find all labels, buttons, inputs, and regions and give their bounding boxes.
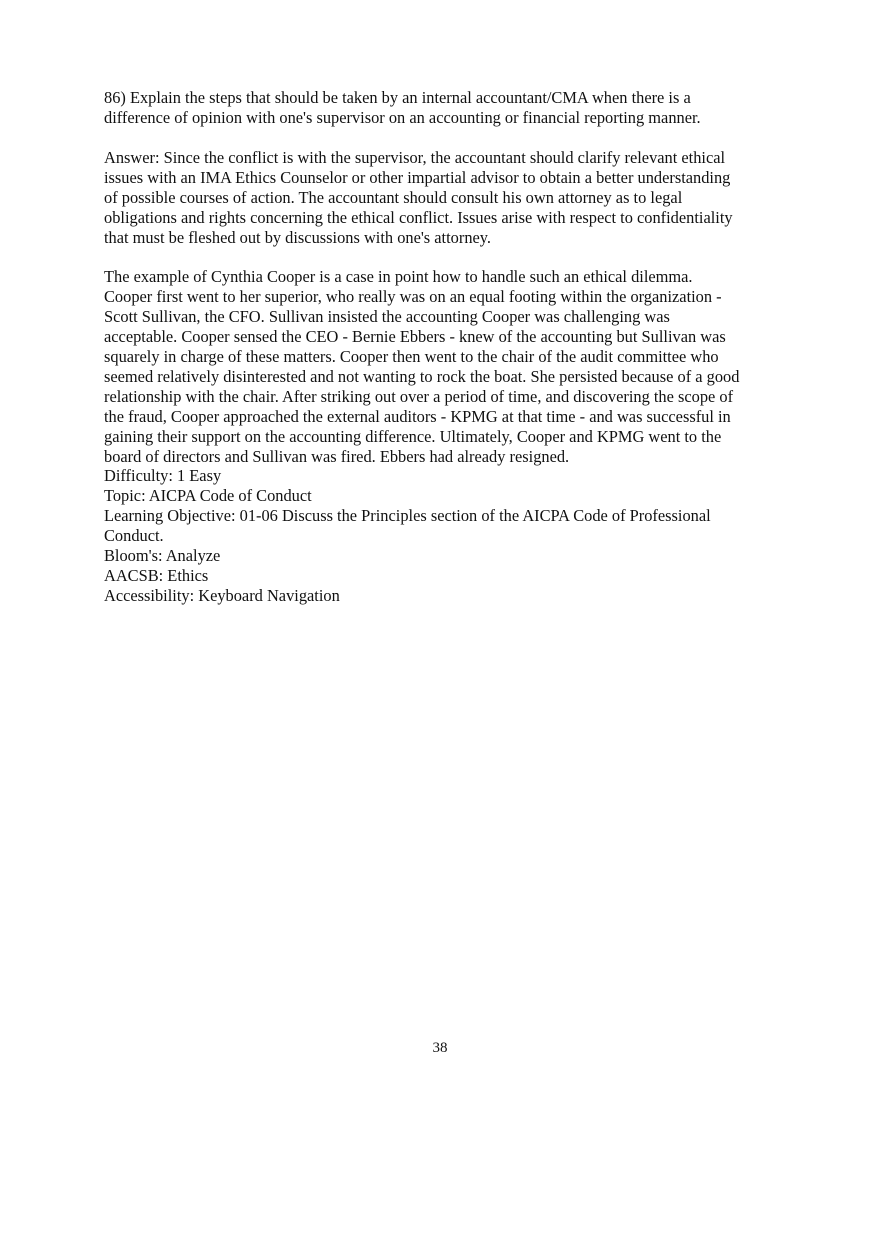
example-paragraph <box>104 267 804 467</box>
learning-objective: Learning Objective: 01-06 Discuss the Principles section of the AICPA Code of Professional <box>104 506 711 525</box>
example-line: relationship with the chair. After striking out over a period of time, and discovering the scope of <box>104 387 734 406</box>
answer-line: Answer: Since the conflict is with the supervisor, the accountant should clarify relevant ethical <box>104 148 726 167</box>
answer-line: of possible courses of action. The accountant should consult his own attorney as to legal <box>104 188 683 207</box>
accessibility: Accessibility: Keyboard Navigation <box>104 586 340 605</box>
question-metadata <box>104 466 804 606</box>
blooms: Bloom's: Analyze <box>104 546 221 565</box>
difficulty: Difficulty: 1 Easy <box>104 466 222 485</box>
example-line: Cooper first went to her superior, who really was on an equal footing within the organization - <box>104 287 722 306</box>
aacsb: AACSB: Ethics <box>104 566 209 585</box>
question-text <box>104 88 804 128</box>
answer-text <box>104 148 804 248</box>
answer-line: that must be fleshed out by discussions with one's attorney. <box>104 228 492 247</box>
example-line: board of directors and Sullivan was fired. Ebbers had already resigned. <box>104 447 570 466</box>
question-line: 86) Explain the steps that should be taken by an internal accountant/CMA when there is a <box>104 88 691 107</box>
example-line: squarely in charge of these matters. Cooper then went to the chair of the audit committee who <box>104 347 719 366</box>
example-line: acceptable. Cooper sensed the CEO - Bernie Ebbers - knew of the accounting but Sullivan was <box>104 327 726 346</box>
learning-objective-continued: Conduct. <box>104 526 164 545</box>
example-line: The example of Cynthia Cooper is a case in point how to handle such an ethical dilemma. <box>104 267 693 286</box>
page-number: 38 <box>432 1040 448 1056</box>
example-line: seemed relatively disinterested and not wanting to rock the boat. She persisted because of a good <box>104 367 740 386</box>
answer-line: issues with an IMA Ethics Counselor or other impartial advisor to obtain a better understanding <box>104 168 731 187</box>
question-line: difference of opinion with one's supervisor on an accounting or financial reporting manner. <box>104 108 701 127</box>
example-line: the fraud, Cooper approached the external auditors - KPMG at that time - and was successful in <box>104 407 731 426</box>
example-line: Scott Sullivan, the CFO. Sullivan insisted the accounting Cooper was challenging was <box>104 307 670 326</box>
example-line: gaining their support on the accounting difference. Ultimately, Cooper and KPMG went to the <box>104 427 722 446</box>
answer-line: obligations and rights concerning the ethical conflict. Issues arise with respect to confidentiality <box>104 208 733 227</box>
topic: Topic: AICPA Code of Conduct <box>104 486 312 505</box>
